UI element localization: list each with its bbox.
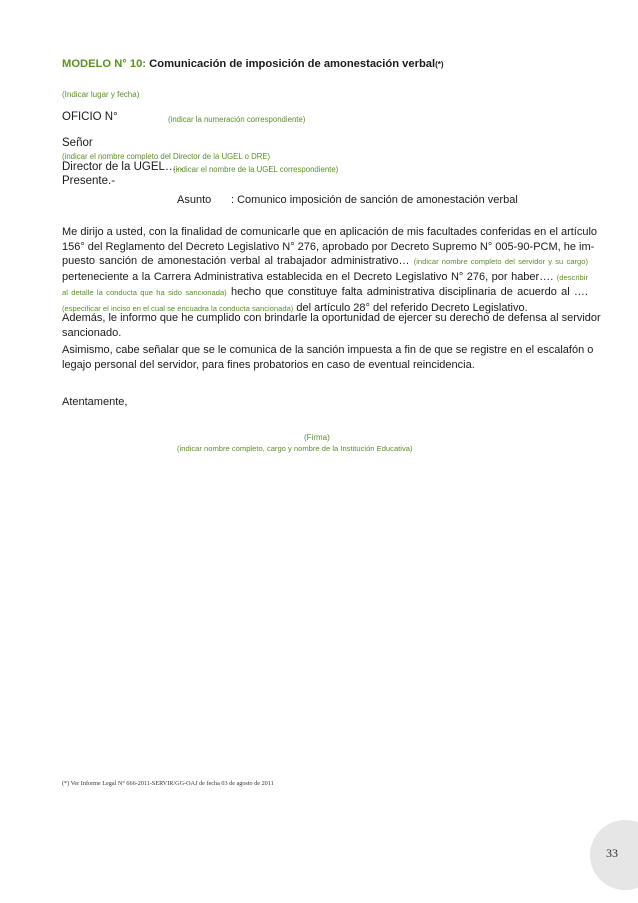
para1-line5 (62, 285, 588, 301)
body-paragraph-1 (62, 225, 598, 317)
signature-label: (Firma) (304, 433, 330, 442)
para2-line2: sancionado. (62, 326, 122, 339)
title-asterisk: (*) (435, 60, 444, 69)
servant-hint: (indicar nombre completo del servidor y su cargo) (413, 257, 588, 267)
page-number: 33 (606, 846, 618, 860)
para1-line3 (62, 254, 588, 270)
para1-line4 (62, 270, 588, 286)
closing-text: Atentamente, (62, 396, 128, 408)
document-title (62, 58, 444, 70)
para1-line6-text: del artículo 28° del referido Decreto Legislativo. (296, 301, 528, 314)
director-name-hint: (indicar el nombre completo del Director de la UGEL o DRE) (62, 152, 271, 161)
body-paragraph-2 (62, 311, 601, 340)
para1-line4-text: perteneciente a la Carrera Administrativa establecida en el Decreto Legislativo N° 276, por haber…. (62, 270, 554, 283)
presente-label: Presente.- (62, 175, 116, 187)
asunto-text: : Comunico imposición de sanción de amonestación verbal (231, 194, 518, 206)
para1-line2: 156° del Reglamento del Decreto Legislativo N° 276, aprobado por Decreto Supremo N° 005-90-PCM, he im- (62, 240, 595, 253)
footnote: (*) Ver Informe Legal N° 666-2011-SERVIR/GG-OAJ de fecha 03 de agosto de 2011 (62, 780, 274, 787)
model-number: MODELO N° 10: (62, 58, 147, 70)
title-text: Comunicación de imposición de amonestación verbal (149, 58, 436, 70)
director-label: Director de la UGEL….. (62, 161, 183, 173)
oficio-label: OFICIO N° (62, 111, 118, 123)
place-date-hint: (Indicar lugar y fecha) (62, 90, 140, 99)
describe-hint: (describir (556, 272, 588, 282)
conduct-hint: al detalle la conducta que ha sido sancionada) (62, 288, 227, 298)
senor-label: Señor (62, 137, 93, 149)
signature-hint: (indicar nombre completo, cargo y nombre de la Institución Educativa) (177, 444, 413, 453)
oficio-hint: (indicar la numeración correspondiente) (168, 115, 306, 124)
para3-line1: Asimismo, cabe señalar que se le comunica de la sanción impuesta a fin de que se registre en el escalafón o (62, 344, 594, 356)
para2-line1: Además, le informo que he cumplido con brindarle la oportunidad de ejercer su derecho de defensa al servidor (62, 312, 601, 324)
para3-line2: legajo personal del servidor, para fines probatorios en caso de eventual reincidencia. (62, 358, 475, 371)
para1-line3-text: puesto sanción de amonestación verbal al trabajador administrativo… (62, 255, 410, 268)
para1-line5-text: hecho que constituye falta administrativa disciplinaria de acuerdo al …. (230, 286, 588, 299)
asunto-label: Asunto (177, 194, 212, 206)
para1-line1: Me dirijo a usted, con la finalidad de comunicarle que en aplicación de mis facultades conferidas en el artículo (62, 226, 598, 238)
ugel-hint: (indicar el nombre de la UGEL correspondiente) (173, 165, 339, 174)
body-paragraph-3 (62, 343, 594, 372)
inciso-hint: (especificar el inciso en el cual se encuadra la conducta sancionada) (62, 303, 294, 313)
